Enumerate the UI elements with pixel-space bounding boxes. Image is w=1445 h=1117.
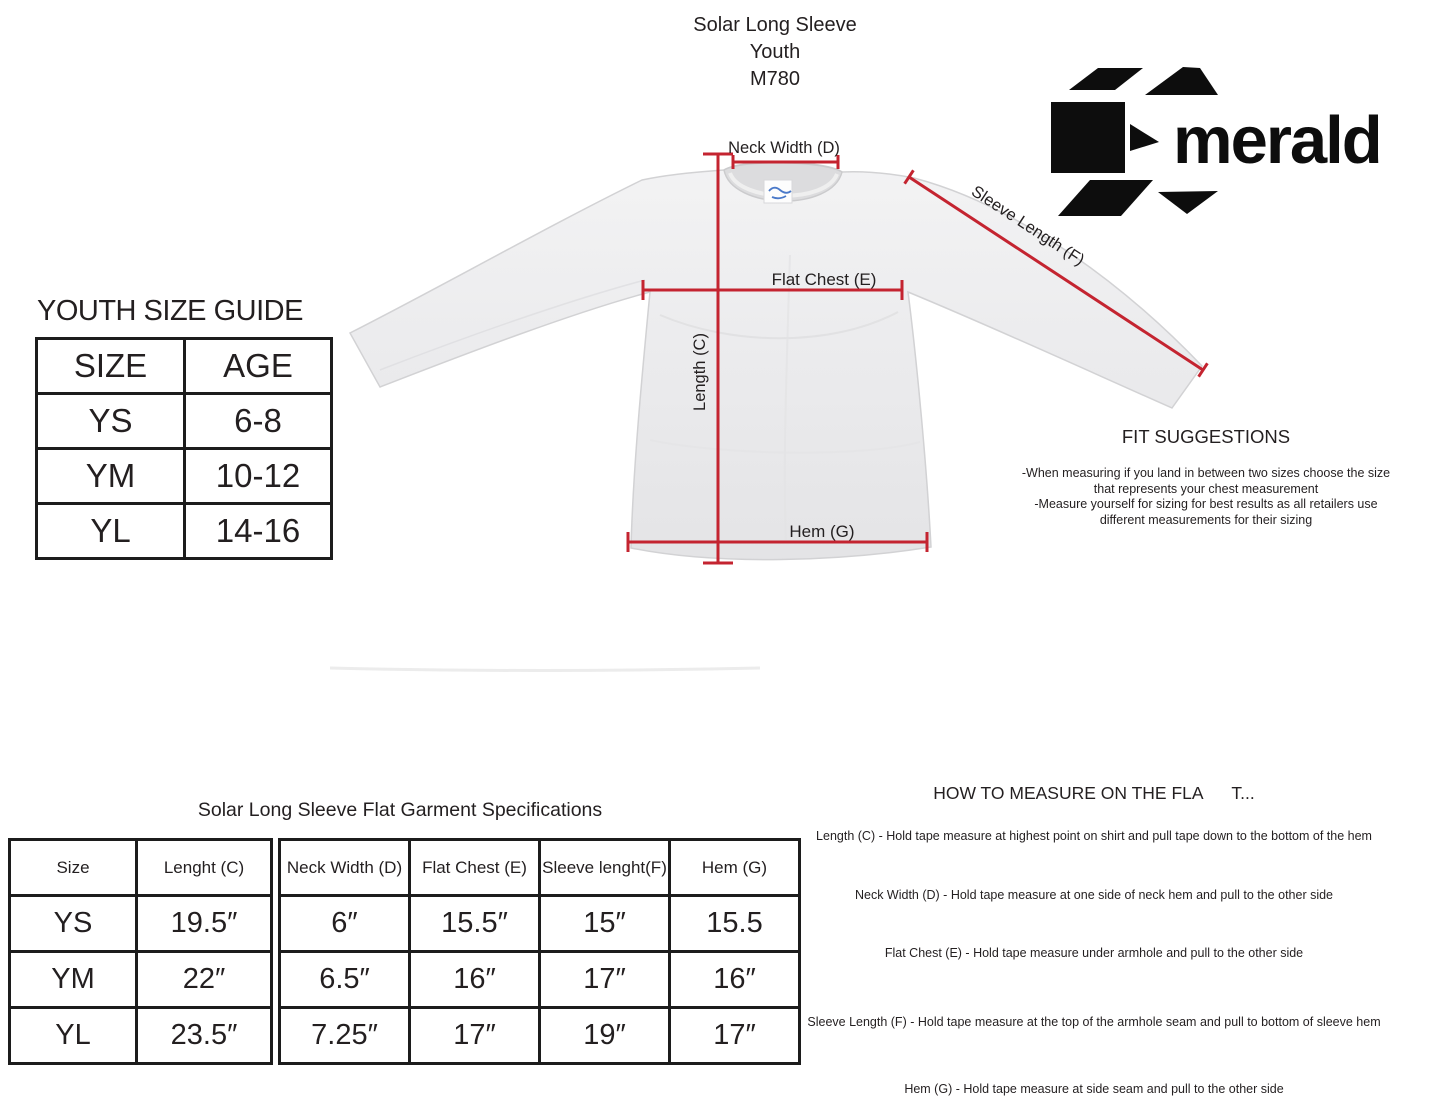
neck-width-label: Neck Width (D) (728, 140, 840, 157)
col-header: Neck Width (D) (280, 840, 410, 896)
cell: 16″ (670, 952, 800, 1008)
table-row (10, 1008, 272, 1064)
spec-table-title: Solar Long Sleeve Flat Garment Specifications (197, 799, 603, 821)
measure-instruction: Neck Width (D) - Hold tape measure at one side of neck hem and pull to the other side (854, 888, 1334, 902)
table-row (10, 896, 272, 952)
cell: 6.5″ (280, 952, 410, 1008)
table-row (37, 394, 332, 449)
product-title (575, 12, 975, 93)
table-header-row (37, 339, 332, 394)
table-row (37, 449, 332, 504)
cell: 16″ (410, 952, 540, 1008)
measure-instruction: Hem (G) - Hold tape measure at side seam and pull to the other side (904, 1082, 1284, 1096)
cell-age: 10-12 (185, 449, 332, 504)
col-header-size: SIZE (37, 339, 185, 394)
cell: 17″ (540, 952, 670, 1008)
spec-table-right (278, 838, 801, 1065)
measure-instruction: Flat Chest (E) - Hold tape measure under armhole and pull to the other side (884, 946, 1304, 960)
hem-label: Hem (G) (789, 522, 855, 541)
cell: 15.5 (670, 896, 800, 952)
flat-chest-label: Flat Chest (E) (771, 270, 877, 289)
fit-line: -When measuring if you land in between two sizes choose the size (1021, 466, 1391, 480)
cell: YL (10, 1008, 137, 1064)
spec-table-left (8, 838, 273, 1065)
cell: 7.25″ (280, 1008, 410, 1064)
cell-age: 6-8 (185, 394, 332, 449)
cell: 15″ (540, 896, 670, 952)
fit-suggestions (990, 426, 1422, 528)
col-header: Sleeve lenght(F) (540, 840, 670, 896)
neck-tag (764, 180, 792, 203)
table-row (280, 1008, 800, 1064)
cell-age: 14-16 (185, 504, 332, 559)
sleeve-length-label: Sleeve Length (F) (967, 182, 1088, 270)
cell-size: YM (37, 449, 185, 504)
table-row (10, 952, 272, 1008)
cell: YS (10, 896, 137, 952)
col-header: Lenght (C) (137, 840, 272, 896)
cell: 22″ (137, 952, 272, 1008)
measure-instruction: Length (C) - Hold tape measure at highest point on shirt and pull tape down to the bottom of the hem (816, 829, 1372, 843)
cell: 17″ (670, 1008, 800, 1064)
fit-line: -Measure yourself for sizing for best results as all retailers use (1034, 497, 1378, 511)
cell-size: YL (37, 504, 185, 559)
logo-wordmark: merald (1173, 103, 1381, 178)
youth-size-guide-title: YOUTH SIZE GUIDE (37, 295, 303, 327)
table-row (280, 896, 800, 952)
table-row (37, 504, 332, 559)
cell-size: YS (37, 394, 185, 449)
cell: 19.5″ (137, 896, 272, 952)
length-label: Length (C) (691, 333, 709, 411)
shadow-line (330, 668, 760, 671)
cell: 17″ (410, 1008, 540, 1064)
fit-suggestions-title: FIT SUGGESTIONS (1121, 426, 1291, 447)
cell: YM (10, 952, 137, 1008)
shirt-measurement-diagram (320, 140, 1240, 680)
youth-size-guide-table (35, 337, 333, 560)
product-title-line2: Youth (749, 41, 801, 63)
product-title-line1: Solar Long Sleeve (693, 14, 857, 36)
how-to-measure-title: HOW TO MEASURE ON THE FLA T... (933, 783, 1255, 803)
fit-line: different measurements for their sizing (1099, 512, 1313, 527)
col-header: Hem (G) (670, 840, 800, 896)
cell: 6″ (280, 896, 410, 952)
col-header-age: AGE (185, 339, 332, 394)
cell: 23.5″ (137, 1008, 272, 1064)
spec-tables (8, 838, 801, 1065)
cell: 19″ (540, 1008, 670, 1064)
measure-instruction: Sleeve Length (F) - Hold tape measure at the top of the armhole seam and pull to bottom of sleeve hem (807, 1015, 1381, 1029)
cell: 15.5″ (410, 896, 540, 952)
col-header: Flat Chest (E) (410, 840, 540, 896)
col-header: Size (10, 840, 137, 896)
table-row (280, 952, 800, 1008)
product-title-line3: M780 (749, 68, 801, 90)
fit-line: that represents your chest measurement (1093, 481, 1319, 496)
